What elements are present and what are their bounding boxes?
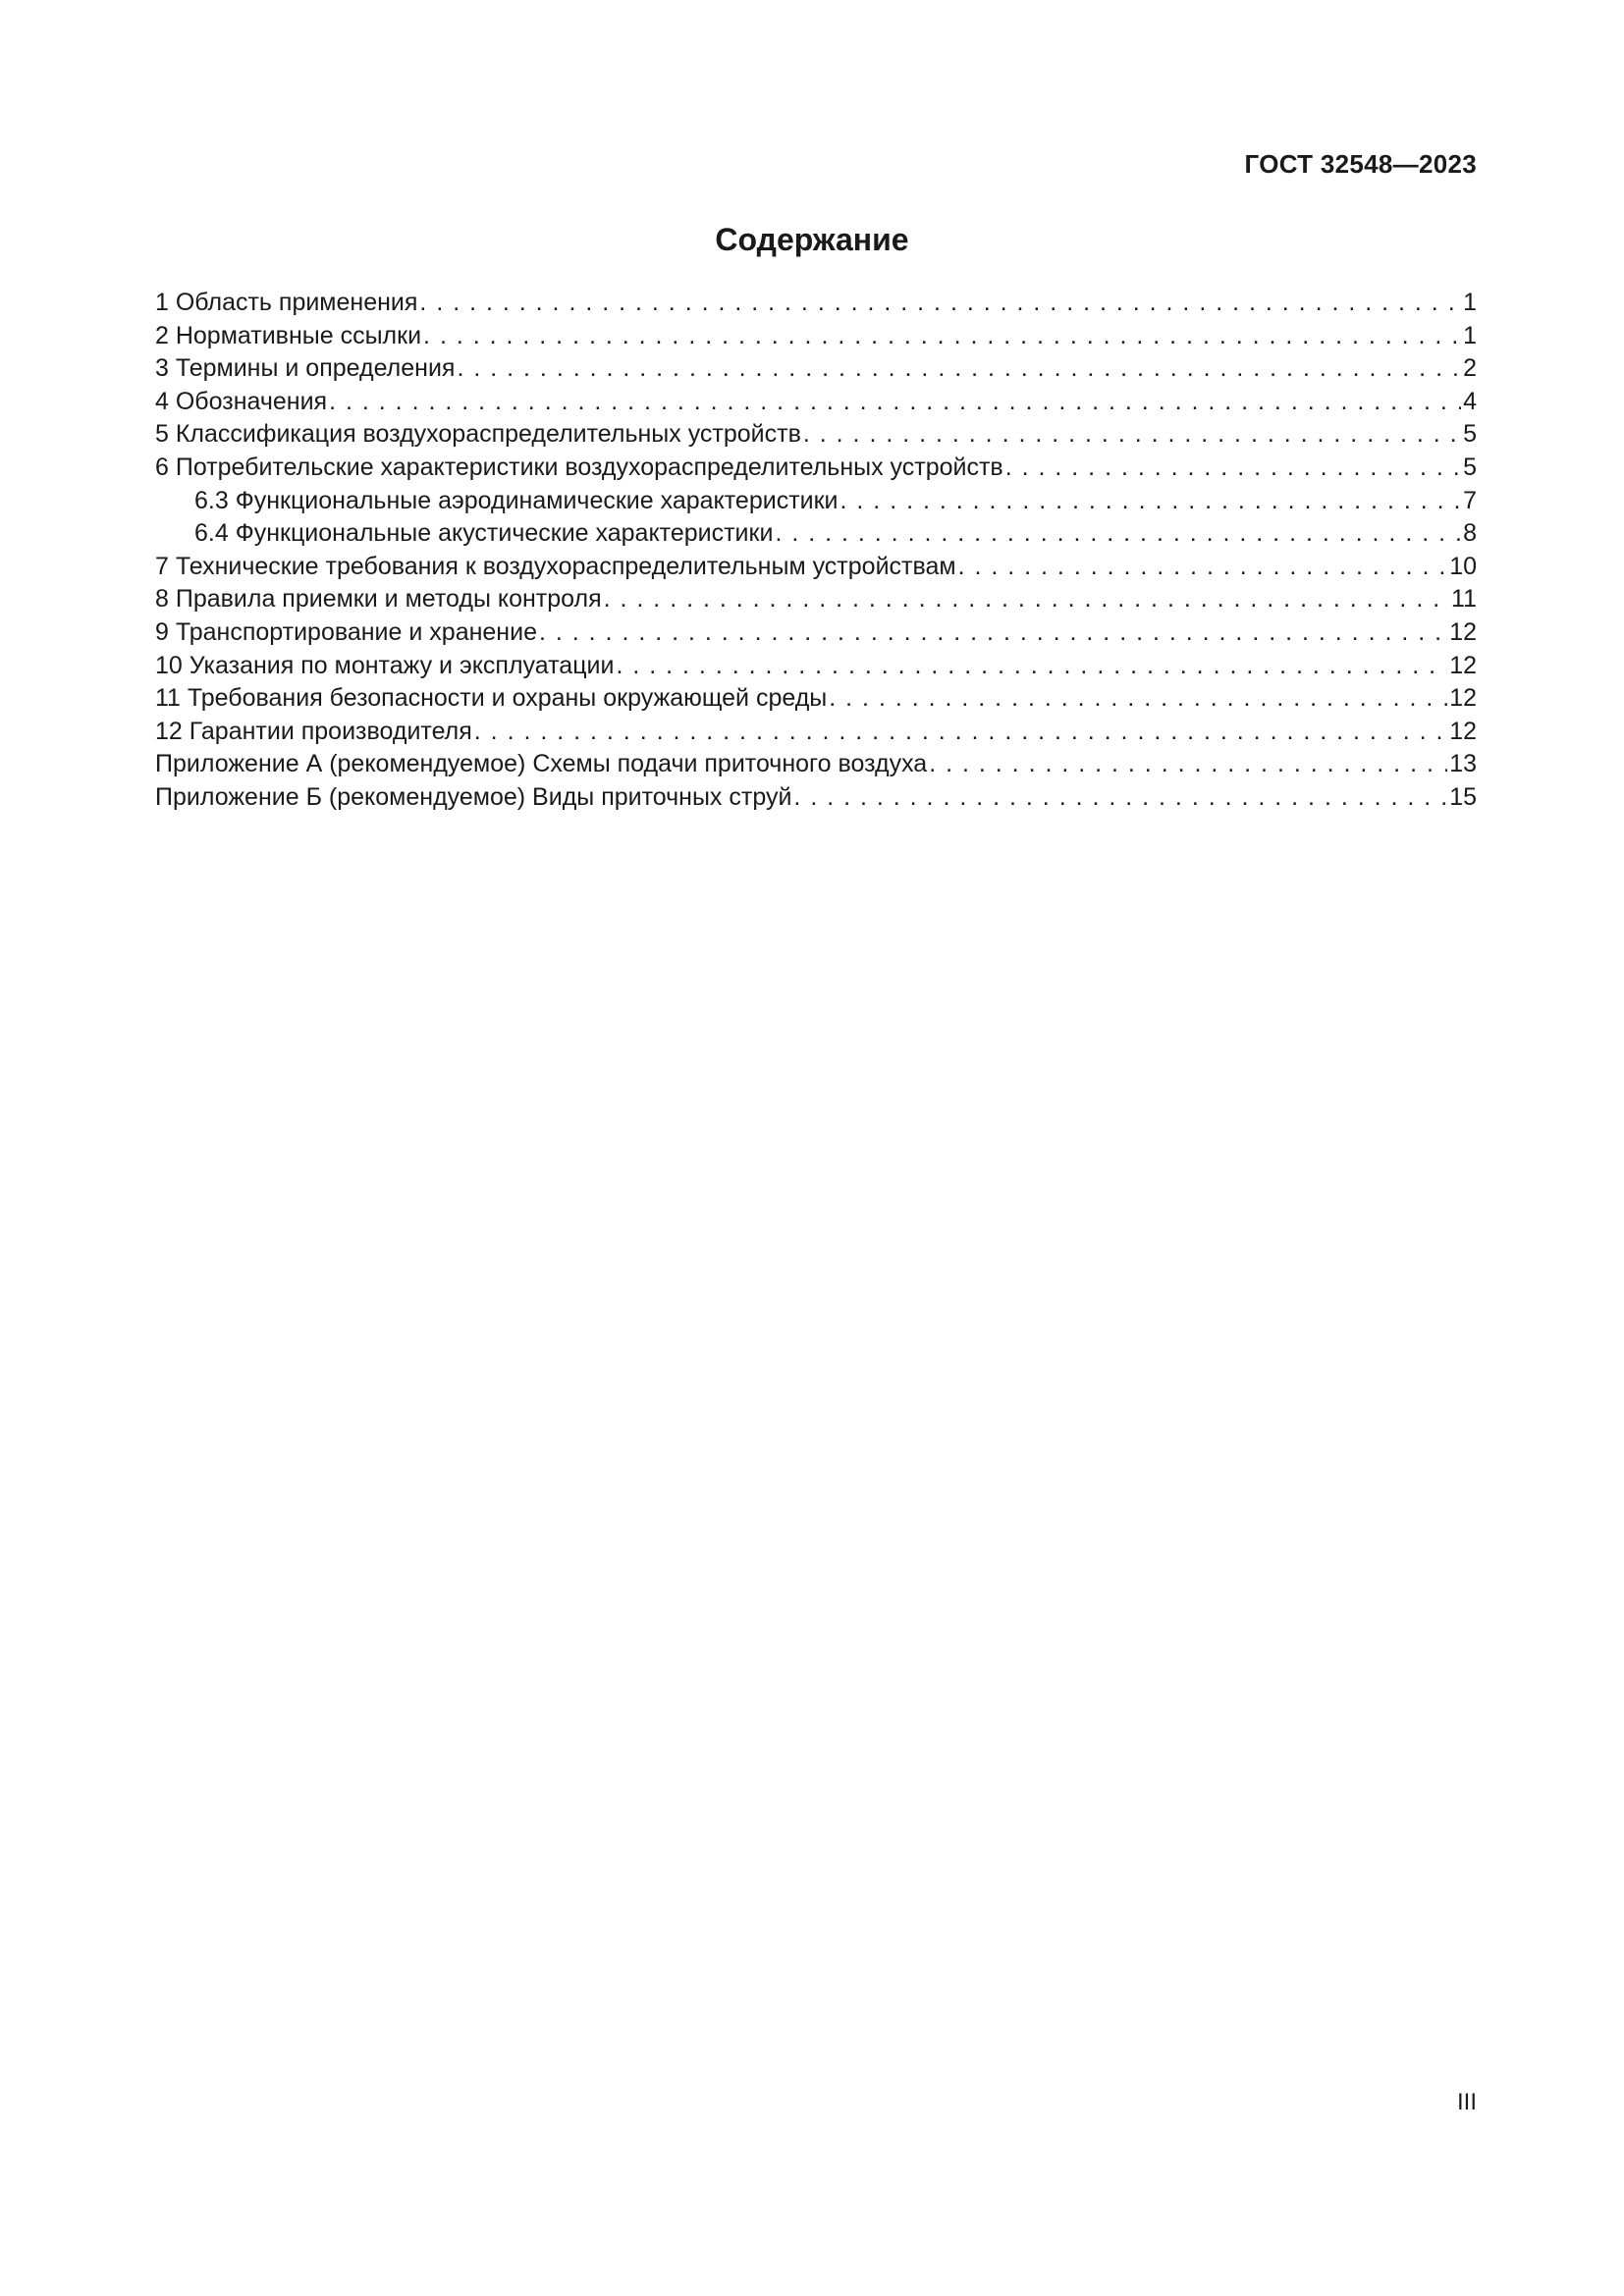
toc-entry-page: 8	[1463, 519, 1477, 548]
toc-entry-page: 4	[1463, 387, 1477, 415]
toc-entry-page: 13	[1449, 750, 1477, 778]
toc-dot-leader	[616, 650, 1447, 683]
toc-dot-leader	[775, 517, 1461, 551]
toc-dot-leader	[474, 716, 1447, 749]
toc-dot-leader	[457, 352, 1461, 386]
toc-entry[interactable]	[155, 616, 1477, 650]
toc-dot-leader	[604, 583, 1449, 616]
toc-dot-leader	[423, 320, 1461, 353]
toc-entry-page: 7	[1463, 486, 1477, 514]
toc-entry-title: 2 Нормативные ссылки	[155, 321, 422, 349]
toc-title: Содержание	[715, 222, 909, 257]
toc-entry-page: 2	[1463, 354, 1477, 383]
toc-entry-title: 3 Термины и определения	[155, 354, 456, 383]
table-of-contents	[155, 287, 1477, 815]
toc-entry[interactable]	[155, 583, 1477, 616]
page-number: III	[1456, 2089, 1477, 2115]
toc-entry-title: 6 Потребительские характеристики воздухораспределительных устройств	[155, 453, 1003, 481]
toc-entry[interactable]	[155, 287, 1477, 320]
toc-dot-leader	[929, 748, 1447, 781]
toc-entry-title: 8 Правила приемки и методы контроля	[155, 585, 602, 614]
toc-entry-title: 12 Гарантии производителя	[155, 717, 472, 745]
toc-entry-page: 11	[1451, 585, 1477, 614]
toc-entry[interactable]	[155, 386, 1477, 419]
toc-entry-title: Приложение Б (рекомендуемое) Виды приточных струй	[155, 782, 792, 811]
toc-entry-page: 15	[1449, 782, 1477, 811]
toc-entry-title: 6.3 Функциональные аэродинамические характеристики	[194, 486, 839, 514]
toc-entry[interactable]	[155, 650, 1477, 683]
toc-entry[interactable]	[155, 748, 1477, 781]
toc-entry-page: 10	[1449, 552, 1477, 580]
toc-entry-page: 5	[1463, 420, 1477, 449]
toc-entry[interactable]	[155, 418, 1477, 452]
toc-entry-title: 5 Классификация воздухораспределительных устройств	[155, 420, 801, 449]
toc-entry-page: 12	[1449, 717, 1477, 745]
toc-dot-leader	[803, 418, 1461, 452]
toc-entry[interactable]	[155, 716, 1477, 749]
toc-entry-title: 4 Обозначения	[155, 387, 328, 415]
toc-dot-leader	[329, 386, 1461, 419]
toc-dot-leader	[840, 485, 1462, 518]
toc-entry-page: 5	[1463, 453, 1477, 481]
toc-entry-title: 6.4 Функциональные акустические характеристики	[194, 519, 774, 548]
toc-dot-leader	[793, 781, 1447, 815]
toc-dot-leader	[419, 287, 1461, 320]
toc-entry-title: 9 Транспортирование и хранение	[155, 617, 537, 646]
toc-dot-leader	[539, 616, 1447, 650]
toc-entry[interactable]	[155, 320, 1477, 353]
toc-entry-title: 10 Указания по монтажу и эксплуатации	[155, 651, 615, 679]
toc-entry[interactable]	[155, 781, 1477, 815]
toc-subentry[interactable]	[155, 517, 1477, 551]
toc-entry-page: 1	[1463, 289, 1477, 316]
toc-entry-page: 1	[1463, 321, 1477, 349]
toc-entry-title: 7 Технические требования к воздухораспределительным устройствам	[155, 552, 956, 580]
toc-entry[interactable]	[155, 682, 1477, 716]
toc-entry[interactable]	[155, 452, 1477, 485]
toc-entry-title: 11 Требования безопасности и охраны окружающей среды	[155, 684, 828, 713]
toc-subentry[interactable]	[155, 485, 1477, 518]
toc-entry-page: 12	[1449, 684, 1477, 713]
toc-entry[interactable]	[155, 551, 1477, 584]
toc-entry-page: 12	[1449, 651, 1477, 679]
toc-dot-leader	[829, 682, 1447, 716]
toc-entry[interactable]	[155, 352, 1477, 386]
toc-entry-page: 12	[1449, 617, 1477, 646]
toc-entry-title: Приложение А (рекомендуемое) Схемы подачи приточного воздуха	[155, 750, 928, 778]
document-code: ГОСТ 32548—2023	[1244, 149, 1477, 179]
toc-dot-leader	[958, 551, 1448, 584]
toc-entry-title: 1 Область применения	[155, 289, 418, 316]
toc-dot-leader	[1005, 452, 1461, 485]
